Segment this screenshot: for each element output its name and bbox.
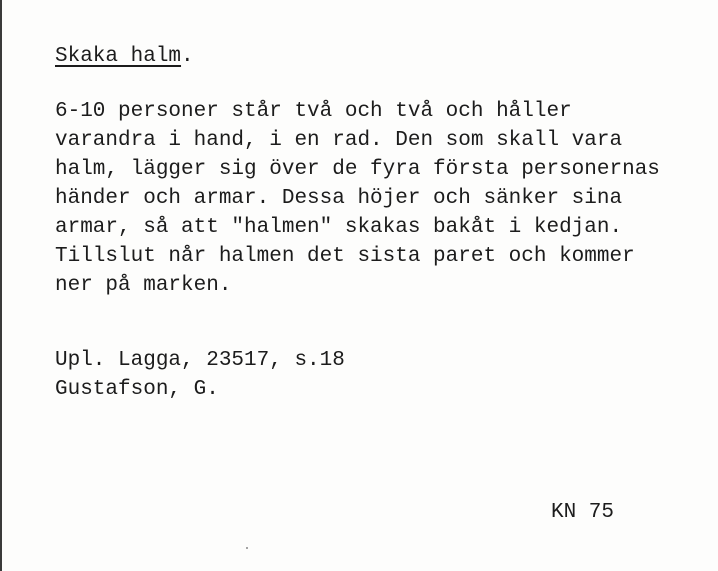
- description-line: händer och armar. Dessa höjer och sänker sina: [55, 187, 623, 210]
- source-location: Upl. Lagga, 23517, s.18: [55, 349, 345, 372]
- description-line: halm, lägger sig över de fyra första personernas: [55, 158, 660, 181]
- description-line: ner på marken.: [55, 274, 232, 297]
- card-title-period: .: [181, 45, 194, 68]
- description-line: armar, så att "halmen" skakas bakåt i kedjan.: [55, 216, 623, 239]
- paper-speck: [246, 547, 248, 549]
- description-line: varandra i hand, i en rad. Den som skall vara: [55, 129, 623, 152]
- card-description: [55, 97, 715, 300]
- catalog-code: KN 75: [551, 501, 615, 524]
- description-line: Tillslut når halmen det sista paret och kommer: [55, 245, 635, 268]
- card-title-text: Skaka halm: [55, 45, 182, 68]
- description-line: 6-10 personer står två och två och håller: [55, 100, 572, 123]
- source-author: Gustafson, G.: [55, 378, 219, 401]
- card-source: [55, 346, 345, 404]
- card-title: [55, 44, 194, 70]
